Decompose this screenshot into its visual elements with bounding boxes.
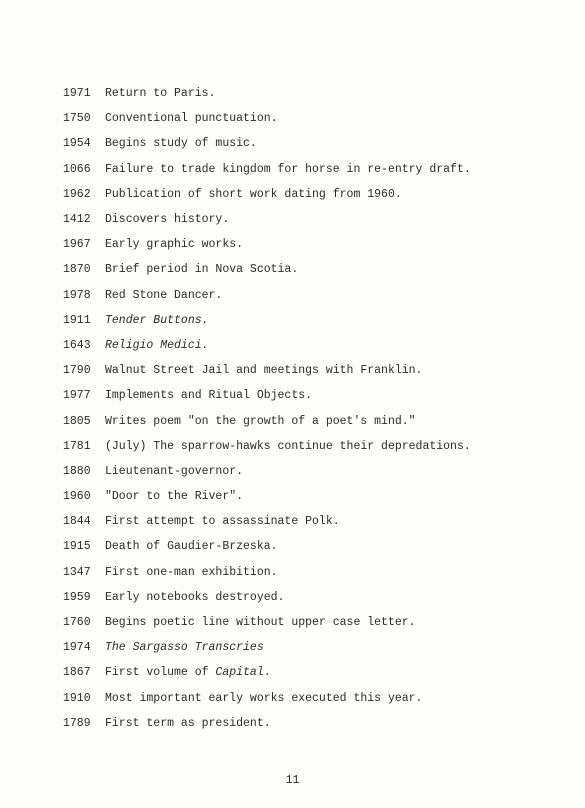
entry-year: 1805 xyxy=(63,414,91,428)
entry-text-segment: Begins poetic line without upper case letter. xyxy=(105,616,416,630)
entry-text xyxy=(105,364,422,377)
entry-title-italic: The Sargasso Transcries xyxy=(105,641,264,655)
list-item xyxy=(63,585,563,610)
list-item xyxy=(63,434,563,459)
list-item xyxy=(63,383,563,408)
entry-year: 1971 xyxy=(63,87,91,101)
entry-year: 1911 xyxy=(63,313,91,327)
entry-text-segment: First one-man exhibition. xyxy=(105,565,278,579)
entry-text-segment: Writes poem "on the growth of a poet's mind." xyxy=(105,414,416,428)
entry-text xyxy=(105,591,284,604)
list-item xyxy=(63,635,563,660)
entry-text xyxy=(105,490,243,503)
entry-text xyxy=(105,213,229,226)
entry-text xyxy=(105,666,271,679)
entry-year: 1978 xyxy=(63,288,91,302)
list-item xyxy=(63,131,563,156)
entry-year: 1915 xyxy=(63,540,91,554)
entry-text-segment: . xyxy=(263,666,271,680)
list-item xyxy=(63,408,563,433)
entry-text xyxy=(105,238,243,251)
entry-text-segment: Return to Paris. xyxy=(105,87,216,101)
list-item xyxy=(63,484,563,509)
entry-text-segment: Early notebooks destroyed. xyxy=(105,590,285,604)
entry-text-segment: Lieutenant-governor. xyxy=(105,464,244,478)
page-number: 11 xyxy=(285,774,300,787)
entry-year: 1867 xyxy=(63,666,91,680)
entry-text-segment: Failure to trade kingdom for horse in re-entry draft. xyxy=(105,162,471,176)
entry-year: 1781 xyxy=(63,439,91,453)
entry-text xyxy=(105,415,416,428)
entry-year: 1750 xyxy=(63,112,91,126)
entry-text-segment: Implements and Ritual Objects. xyxy=(105,389,313,403)
entry-text-segment: (July) The sparrow-hawks continue their depredations. xyxy=(105,439,471,453)
list-item xyxy=(63,157,563,182)
entry-year: 1643 xyxy=(63,338,91,352)
entry-text-segment: Publication of short work dating from 1960. xyxy=(105,187,402,201)
entry-year: 1347 xyxy=(63,565,91,579)
entry-year: 1977 xyxy=(63,389,91,403)
entry-year: 1954 xyxy=(63,137,91,151)
entry-year: 1962 xyxy=(63,187,91,201)
entry-text xyxy=(105,389,312,402)
list-item xyxy=(63,207,563,232)
list-item xyxy=(63,81,563,106)
entry-year: 1880 xyxy=(63,464,91,478)
entry-title-italic: Religio Medici. xyxy=(105,338,209,352)
entry-text xyxy=(105,717,271,730)
entry-text xyxy=(105,641,264,654)
chronology-list xyxy=(63,81,563,736)
entry-year: 1066 xyxy=(63,162,91,176)
entry-text-segment: First attempt to assassinate Polk. xyxy=(105,515,340,529)
entry-text xyxy=(105,137,257,150)
entry-text-segment: Early graphic works. xyxy=(105,238,244,252)
entry-text-segment: Walnut Street Jail and meetings with Franklin. xyxy=(105,364,423,378)
entry-year: 1760 xyxy=(63,616,91,630)
entry-year: 1959 xyxy=(63,590,91,604)
list-item xyxy=(63,560,563,585)
entry-text xyxy=(105,440,471,453)
list-item xyxy=(63,534,563,559)
entry-text-segment: First term as president. xyxy=(105,716,271,730)
entry-year: 1412 xyxy=(63,213,91,227)
entry-text xyxy=(105,87,215,100)
list-item xyxy=(63,106,563,131)
entry-text-segment: Discovers history. xyxy=(105,213,230,227)
entry-title-italic: Tender Buttons. xyxy=(105,313,209,327)
entry-text-segment: Begins study of music. xyxy=(105,137,257,151)
list-item xyxy=(63,333,563,358)
entry-text xyxy=(105,465,243,478)
entry-text-segment: Most important early works executed this year. xyxy=(105,691,423,705)
list-item xyxy=(63,182,563,207)
list-item xyxy=(63,660,563,685)
list-item xyxy=(63,257,563,282)
entry-text xyxy=(105,163,471,176)
entry-text-segment: Conventional punctuation. xyxy=(105,112,278,126)
entry-year: 1960 xyxy=(63,490,91,504)
entry-year: 1910 xyxy=(63,691,91,705)
entry-text-segment: "Door to the River". xyxy=(105,490,244,504)
entry-year: 1790 xyxy=(63,364,91,378)
entry-year: 1789 xyxy=(63,716,91,730)
entry-year: 1967 xyxy=(63,238,91,252)
entry-text xyxy=(105,339,209,352)
entry-text xyxy=(105,112,278,125)
entry-text xyxy=(105,188,402,201)
entry-year: 1844 xyxy=(63,515,91,529)
entry-text xyxy=(105,616,416,629)
list-item xyxy=(63,232,563,257)
entry-text-segment: First volume of xyxy=(105,666,216,680)
entry-text-segment: Red Stone Dancer. xyxy=(105,288,223,302)
entry-text xyxy=(105,566,278,579)
entry-text xyxy=(105,692,422,705)
entry-text-segment: Death of Gaudier-Brzeska. xyxy=(105,540,278,554)
entry-year: 1974 xyxy=(63,641,91,655)
entry-title-italic: Capital xyxy=(215,666,264,680)
list-item xyxy=(63,509,563,534)
list-item xyxy=(63,308,563,333)
list-item xyxy=(63,686,563,711)
list-item xyxy=(63,459,563,484)
entry-text xyxy=(105,515,340,528)
list-item xyxy=(63,283,563,308)
entry-text xyxy=(105,263,298,276)
list-item xyxy=(63,711,563,736)
entry-year: 1870 xyxy=(63,263,91,277)
list-item xyxy=(63,358,563,383)
list-item xyxy=(63,610,563,635)
entry-text xyxy=(105,314,209,327)
entry-text xyxy=(105,540,278,553)
entry-text-segment: Brief period in Nova Scotia. xyxy=(105,263,299,277)
entry-text xyxy=(105,289,222,302)
